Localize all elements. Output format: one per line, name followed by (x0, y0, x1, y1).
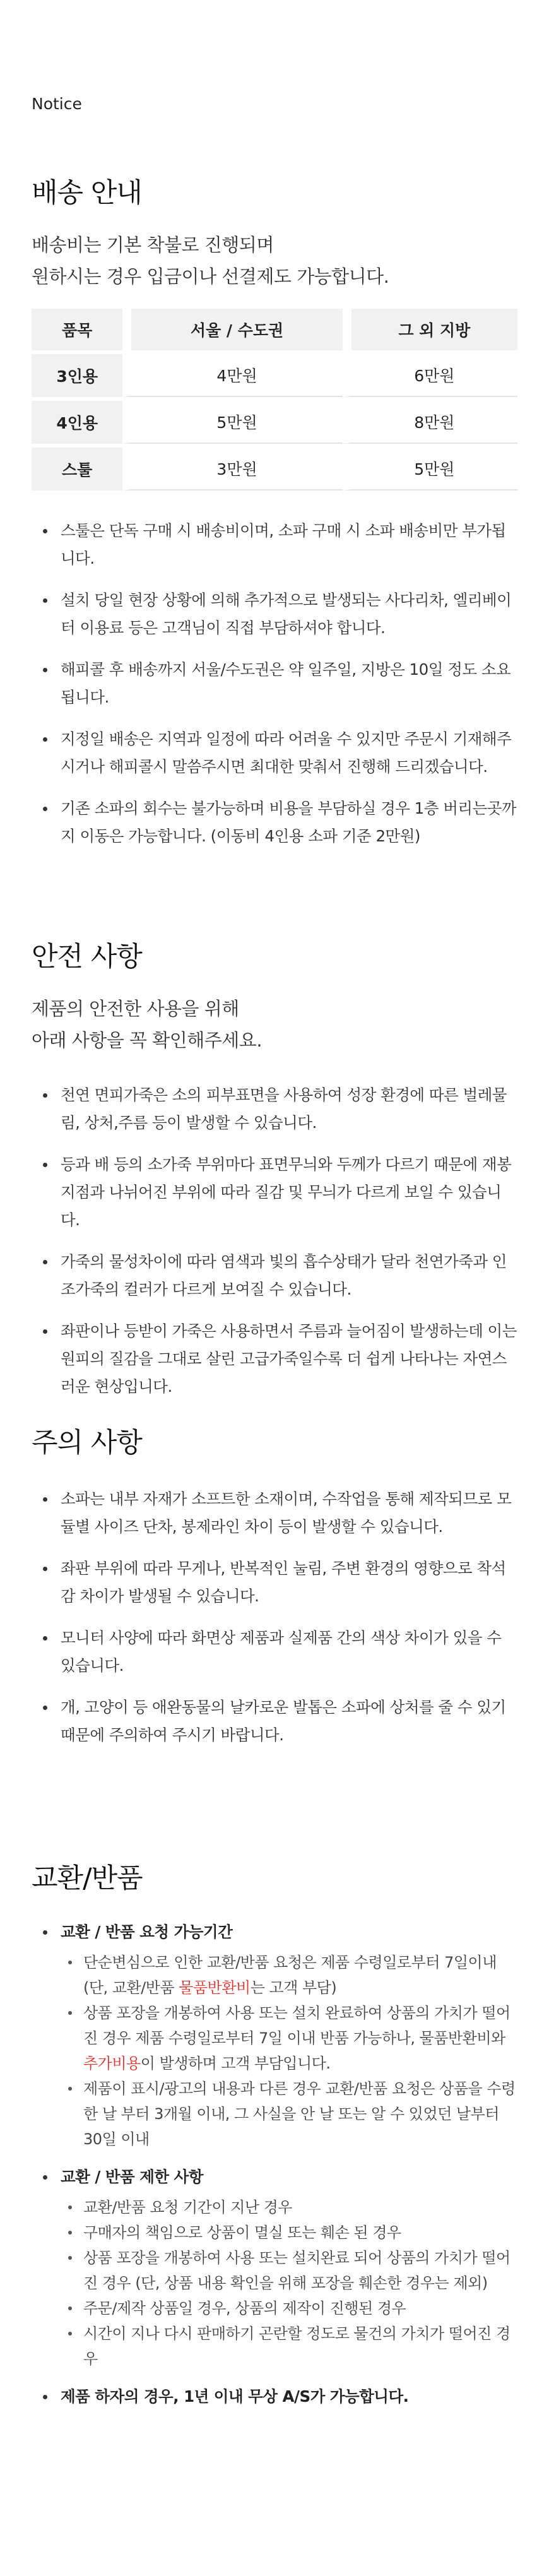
list-item: 해피콜 후 배송까지 서울/수도권은 약 일주일, 지방은 10일 정도 소요됩니다. (32, 656, 517, 711)
list-item: 제품이 표시/광고의 내용과 다른 경우 교환/반품 요청은 상품을 수령한 날 부터 3개월 이내, 그 사실을 안 날 또는 알 수 있었던 날부터 30일 이내 (61, 2076, 517, 2152)
list-item: 소파는 내부 자재가 소프트한 소재이며, 수작업을 통해 제작되므로 모듈별 사이즈 단차, 봉제라인 차이 등이 발생할 수 있습니다. (32, 1485, 517, 1541)
list-item: 좌판이나 등받이 가죽은 사용하면서 주름과 늘어짐이 발생하는데 이는 원피의 질감을 그대로 살린 고급가죽일수록 더 쉽게 나타나는 자연스러운 현상입니다. (32, 1317, 517, 1401)
returns-restricted-group (32, 2163, 517, 2371)
text-segment: 상품 포장을 개봉하여 사용 또는 설치 완료하여 상품의 가치가 떨어진 경우 제품 수령일로부터 7일 이내 반품 가능하나, 물품반환비와 (83, 2004, 511, 2047)
list-item: 스툴은 단독 구매 시 배송비이며, 소파 구매 시 소파 배송비만 부가됩니다. (32, 517, 517, 573)
highlight-return-fee: 물품반환비 (179, 1979, 251, 1997)
table-cell-capital: 5만원 (122, 401, 342, 444)
highlight-extra-cost: 추가비용 (83, 2055, 141, 2072)
table-cell-province: 5만원 (343, 448, 517, 490)
table-row (32, 448, 517, 490)
table-row (32, 401, 517, 444)
list-item: 교환/반품 요청 기간이 지난 경우 (61, 2195, 517, 2220)
table-header-row (32, 309, 517, 350)
table-header-item: 품목 (32, 309, 122, 350)
table-header-province: 그 외 지방 (343, 309, 517, 350)
returns-list (32, 1918, 517, 2411)
shipping-notes-list (32, 517, 517, 850)
list-item (61, 2000, 517, 2076)
table-cell-province: 6만원 (343, 354, 517, 397)
warranty-note: 제품 하자의 경우, 1년 이내 무상 A/S가 가능합니다. (32, 2383, 517, 2411)
safety-notes-list (32, 1081, 517, 1401)
caution-notes-list (32, 1485, 517, 1749)
safety-title: 안전 사항 (32, 941, 142, 973)
shipping-title: 배송 안내 (32, 177, 142, 209)
table-cell-capital: 3만원 (122, 448, 342, 490)
list-item: 모니터 사양에 따라 화면상 제품과 실제품 간의 색상 차이가 있을 수 있습니다. (32, 1624, 517, 1680)
list-item: 시간이 지나 다시 판매하기 곤란할 정도로 물건의 가치가 떨어진 경우 (61, 2321, 517, 2371)
list-item: 설치 당일 현장 상황에 의해 추가적으로 발생되는 사다리차, 엘리베이터 이용료 등은 고객님이 직접 부담하셔야 합니다. (32, 586, 517, 642)
caution-section (32, 1422, 517, 1763)
list-item: 천연 면피가죽은 소의 피부표면을 사용하여 성장 환경에 따른 벌레물림, 상처,주름 등이 발생할 수 있습니다. (32, 1081, 517, 1137)
text-segment: 단순변심으로 인한 교환/반품 요청은 제품 수령일로부터 7일이내 (단, 교환/반품 (83, 1954, 497, 1997)
list-item: 좌판 부위에 따라 무게나, 반복적인 눌림, 주변 환경의 영향으로 착석감 차이가 발생될 수 있습니다. (32, 1555, 517, 1610)
table-cell-province: 8만원 (343, 401, 517, 444)
list-item: 구매자의 책임으로 상품이 멸실 또는 훼손 된 경우 (61, 2220, 517, 2245)
text-segment: 이 발생하며 고객 부담입니다. (140, 2055, 331, 2072)
list-item (61, 1950, 517, 2000)
list-item: 등과 배 등의 소가죽 부위마다 표면무늬와 두께가 다르기 때문에 재봉 지점과 나뉘어진 부위에 따라 질감 및 무늬가 다르게 보일 수 있습니다. (32, 1151, 517, 1234)
safety-lead-line-1: 제품의 안전한 사용을 위해 (32, 998, 239, 1019)
returns-section (32, 1857, 517, 2422)
shipping-lead-line-2: 원하시는 경우 입금이나 선결제도 가능합니다. (32, 266, 389, 287)
shipping-section (32, 172, 517, 864)
returns-title: 교환/반품 (32, 1863, 143, 1894)
list-item: 지정일 배송은 지역과 일정에 따라 어려울 수 있지만 주문시 기재해주시거나 해피콜시 말씀주시면 최대한 맞춰서 진행해 드리겠습니다. (32, 725, 517, 781)
table-cell-item: 4인용 (32, 401, 122, 444)
notice-label: Notice (32, 95, 82, 113)
table-row (32, 354, 517, 397)
list-item: 주문/제작 상품일 경우, 상품의 제작이 진행된 경우 (61, 2296, 517, 2321)
returns-possible-heading: 교환 / 반품 요청 가능기간 (61, 1923, 233, 1941)
list-item: 기존 소파의 회수는 불가능하며 비용을 부담하실 경우 1층 버리는곳까지 이동은 가능합니다. (이동비 4인용 소파 기준 2만원) (32, 795, 517, 850)
returns-restricted-heading: 교환 / 반품 제한 사항 (61, 2168, 203, 2186)
shipping-lead-line-1: 배송비는 기본 착불로 진행되며 (32, 234, 274, 256)
safety-lead-line-2: 아래 사항을 꼭 확인해주세요. (32, 1030, 263, 1051)
list-item: 개, 고양이 등 애완동물의 날카로운 발톱은 소파에 상처를 줄 수 있기 때문에 주의하여 주시기 바랍니다. (32, 1694, 517, 1749)
list-item: 가죽의 물성차이에 따라 염색과 빛의 흡수상태가 달라 천연가죽과 인조가죽의 컬러가 다르게 보여질 수 있습니다. (32, 1248, 517, 1303)
table-header-capital: 서울 / 수도권 (122, 309, 342, 350)
safety-section (32, 935, 517, 1415)
list-item: 상품 포장을 개봉하여 사용 또는 설치완료 되어 상품의 가치가 떨어진 경우 (단, 상품 내용 확인을 위해 포장을 훼손한 경우는 제외) (61, 2245, 517, 2296)
returns-restricted-list (61, 2195, 517, 2371)
shipping-fee-table (32, 305, 517, 494)
caution-title: 주의 사항 (32, 1427, 142, 1459)
table-cell-item: 3인용 (32, 354, 122, 397)
text-segment: 는 고객 부담) (250, 1979, 337, 1997)
table-cell-item: 스툴 (32, 448, 122, 490)
table-cell-capital: 4만원 (122, 354, 342, 397)
returns-possible-group (32, 1918, 517, 2152)
returns-possible-list (61, 1950, 517, 2152)
